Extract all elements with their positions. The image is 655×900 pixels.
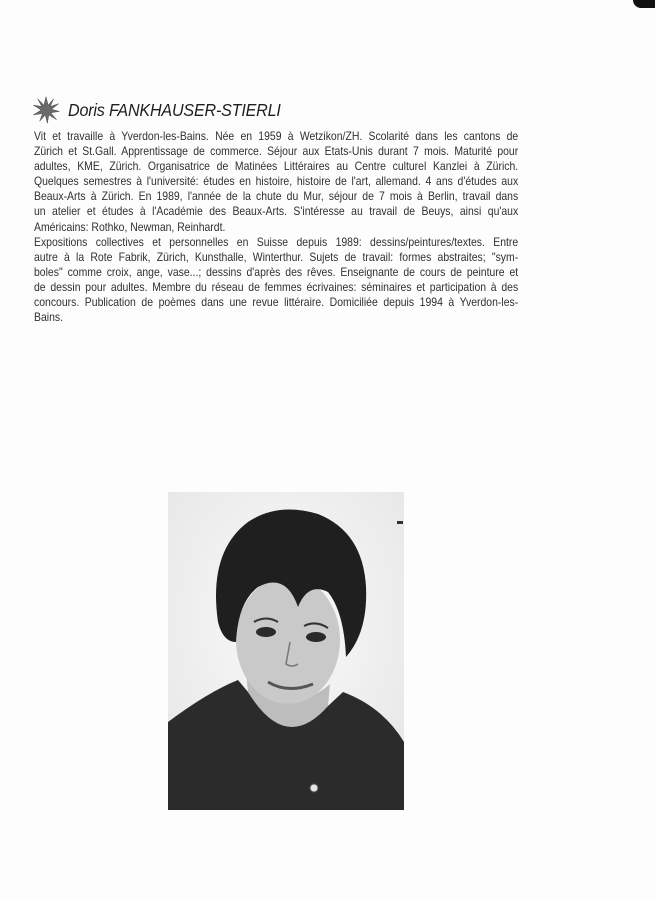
bio-line: Américains: Rothko, Newman, Reinhardt. — [34, 220, 226, 234]
scan-speck — [397, 521, 403, 524]
bio-line: Beaux-Arts à Zürich. En 1989, l'année de la chute du Mur, séjour de 7 mois à Berlin, travail dans — [34, 190, 519, 204]
biography-text — [34, 129, 524, 325]
bio-line: boles" comme croix, ange, vase...; dessins d'après des rêves. Enseignante de cours de peinture et — [34, 265, 519, 279]
bio-line: Bains. — [34, 311, 64, 325]
bio-line: de dessin pour adultes. Membre du réseau de femmes écrivaines: séminaires et participation à des — [34, 280, 519, 294]
bio-line: autre à la Rote Fabrik, Zürich, Kunsthalle, Winterthur. Sujets de travail: formes abstraites; "sym- — [34, 250, 519, 264]
person-name: Doris FANKHAUSER-STIERLI — [68, 99, 281, 120]
bio-line: un atelier et études à l'Académie des Beaux-Arts. S'intéresse au travail de Beuys, ainsi qu'aux — [34, 205, 519, 219]
portrait-illustration — [168, 492, 404, 810]
bio-line: Expositions collectives et personnelles en Suisse depuis 1989: dessins/peintures/textes. Entre — [34, 235, 519, 249]
page-heading — [32, 96, 299, 124]
bio-line: Vit et travaille à Yverdon-les-Bains. Née en 1959 à Wetzikon/ZH. Scolarité dans les cantons de — [34, 130, 519, 143]
bio-line: Quelques semestres à l'université: études en histoire, histoire de l'art, allemand. 4 ans d'études aux — [34, 175, 519, 189]
portrait-photo — [168, 492, 404, 810]
bio-line: concours. Publication de poèmes dans une revue littéraire. Domiciliée depuis 1994 à Yverdon-les- — [34, 296, 519, 310]
bio-line: adultes, KME, Zürich. Organisatrice de Matinées Littéraires au Centre culturel Kanzlei à Zürich. — [34, 160, 519, 174]
bio-line: Zürich et St.Gall. Apprentissage de commerce. Séjour aux Etats-Unis durant 7 mois. Maturité pour — [34, 145, 519, 159]
scan-corner-mark — [633, 0, 655, 8]
star-icon — [32, 96, 60, 124]
